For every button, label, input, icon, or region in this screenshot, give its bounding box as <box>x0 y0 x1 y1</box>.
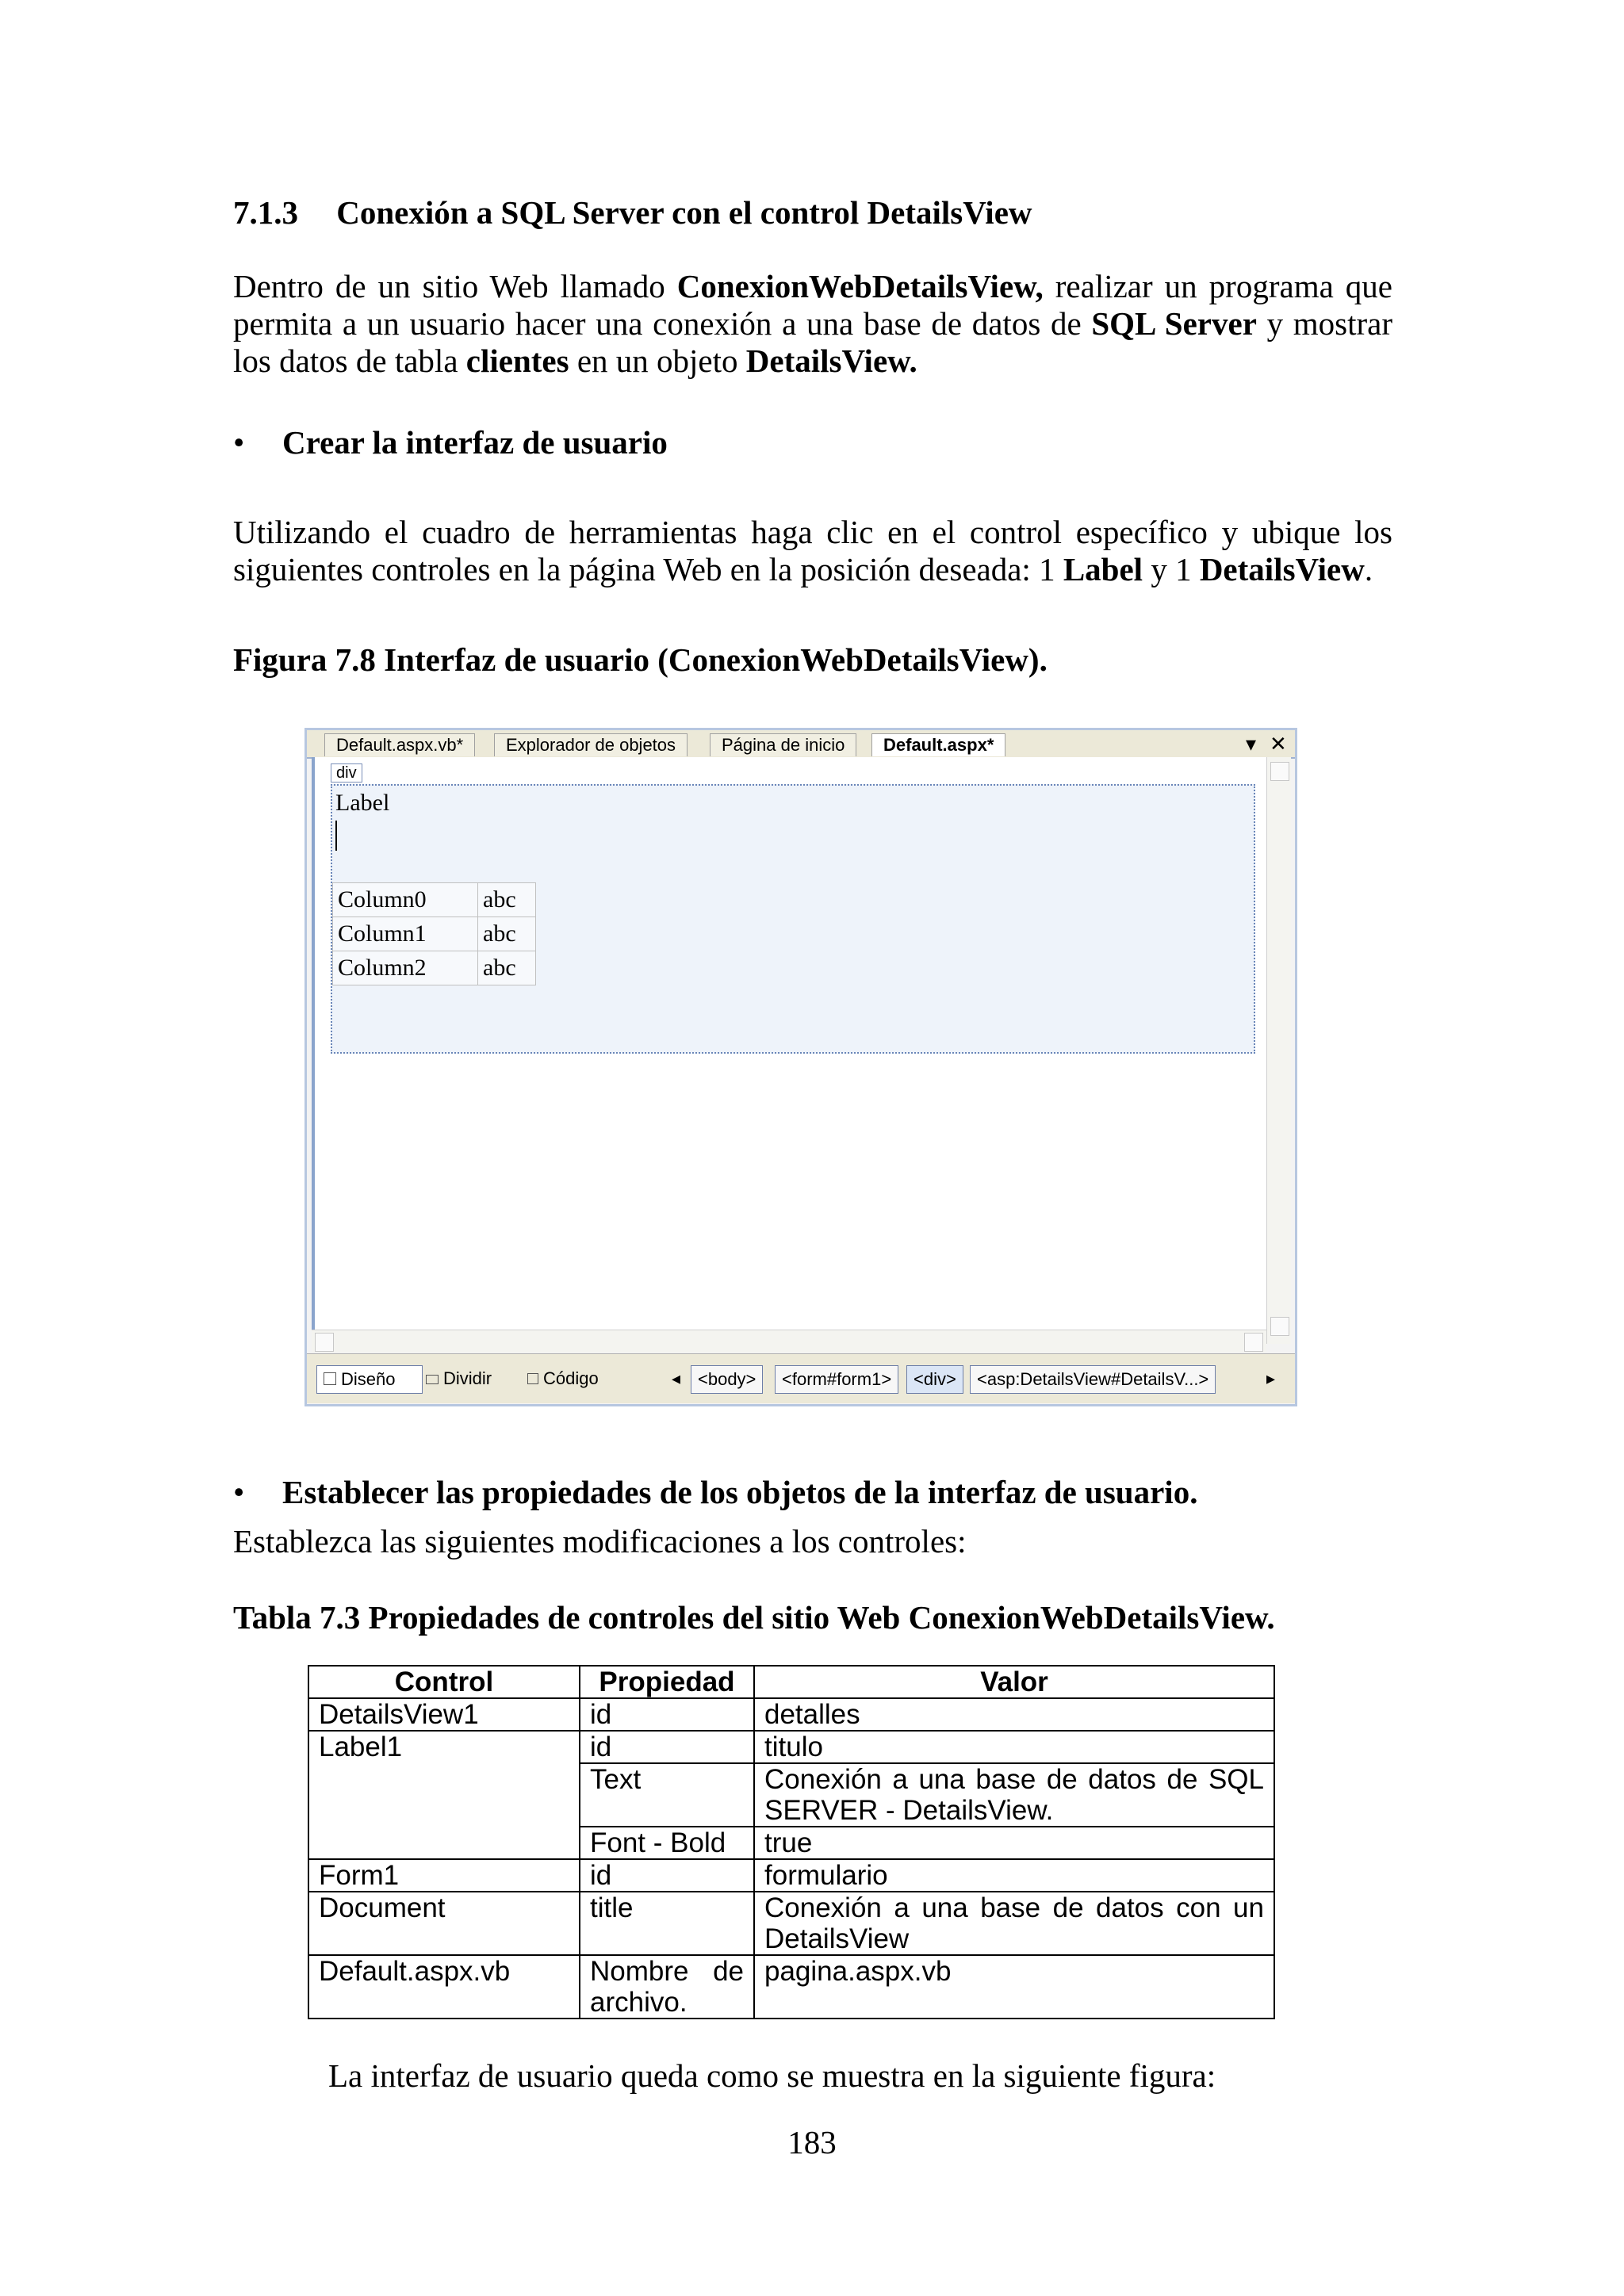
detailsview-field: Column0 <box>333 883 478 917</box>
tab-default-aspx[interactable]: Default.aspx* <box>871 733 1005 756</box>
detailsview-row <box>333 917 536 951</box>
div-container[interactable] <box>331 784 1255 1054</box>
modifications-paragraph: Establezca las siguientes modificaciones a los controles: <box>233 1523 967 1559</box>
detailsview-control[interactable] <box>332 882 536 985</box>
section-title: Conexión a SQL Server con el control DetailsView <box>336 194 1032 231</box>
intro-line-2: permita a un usuario hacer una conexión a una base de datos de SQL Server y mostrar <box>233 305 1393 342</box>
tab-pagina-inicio[interactable]: Página de inicio <box>710 733 856 756</box>
scroll-up-icon[interactable] <box>1270 762 1289 781</box>
chevron-down-icon[interactable]: ▾ <box>1246 732 1257 756</box>
detailsview-row <box>333 951 536 985</box>
table-row <box>308 1955 1274 2019</box>
breadcrumb-body[interactable]: <body> <box>691 1365 763 1394</box>
tab-default-aspx-vb[interactable]: Default.aspx.vb* <box>324 733 475 756</box>
column-header-control: Control <box>308 1666 580 1698</box>
vertical-scrollbar[interactable] <box>1266 757 1291 1344</box>
bullet-icon: • <box>233 424 245 461</box>
design-icon <box>324 1372 336 1385</box>
cell-property: Text <box>580 1763 754 1827</box>
column-header-propiedad: Propiedad <box>580 1666 754 1698</box>
detailsview-value: abc <box>478 883 536 917</box>
table-row <box>308 1731 1274 1763</box>
column-header-valor: Valor <box>754 1666 1274 1698</box>
detailsview-field: Column1 <box>333 917 478 951</box>
view-status-bar <box>307 1353 1295 1403</box>
properties-table <box>308 1665 1275 2019</box>
cell-control: Form1 <box>308 1859 580 1892</box>
split-icon <box>426 1375 439 1384</box>
tab-explorador-objetos[interactable]: Explorador de objetos <box>494 733 688 756</box>
detailsview-value: abc <box>478 917 536 951</box>
intro-line-1: Dentro de un sitio Web llamado ConexionWebDetailsView, realizar un programa que <box>233 268 1392 304</box>
scroll-right-icon[interactable] <box>1244 1333 1263 1352</box>
bullet-item-1 <box>233 423 668 461</box>
breadcrumb-div[interactable]: <div> <box>906 1365 963 1394</box>
cell-property: Font - Bold <box>580 1827 754 1859</box>
design-surface[interactable] <box>312 757 1270 1330</box>
split-view-button[interactable]: Dividir <box>419 1365 498 1392</box>
text-caret <box>335 821 337 851</box>
controls-paragraph <box>233 514 1392 588</box>
cell-control: DetailsView1 <box>308 1698 580 1731</box>
cell-property: Nombre de archivo. <box>580 1955 754 2019</box>
closing-sentence: La interfaz de usuario queda como se muestra en la siguiente figura: <box>328 2057 1216 2094</box>
breadcrumb-form[interactable]: <form#form1> <box>775 1365 898 1394</box>
table-row <box>308 1859 1274 1892</box>
bullet-item-2 <box>233 1473 1197 1511</box>
cell-property: id <box>580 1731 754 1763</box>
section-number: 7.1.3 <box>233 194 298 231</box>
controls-line-1: Utilizando el cuadro de herramientas haga clic en el control específico y ubique los <box>233 514 1392 550</box>
code-view-button[interactable]: Código <box>521 1365 605 1392</box>
close-icon[interactable]: ✕ <box>1270 732 1287 756</box>
table-header-row <box>308 1666 1274 1698</box>
ide-screenshot <box>304 728 1297 1406</box>
cell-property: title <box>580 1892 754 1955</box>
detailsview-value: abc <box>478 951 536 985</box>
detailsview-field: Column2 <box>333 951 478 985</box>
page-number: 183 <box>787 2124 837 2160</box>
controls-line-2: siguientes controles en la página Web en la posición deseada: 1 Label y 1 DetailsView. <box>233 551 1373 587</box>
breadcrumb-forward-icon[interactable]: ▸ <box>1266 1368 1276 1388</box>
cell-property: id <box>580 1859 754 1892</box>
cell-value: formulario <box>754 1859 1274 1892</box>
table-caption: Tabla 7.3 Propiedades de controles del sitio Web ConexionWebDetailsView. <box>233 1599 1275 1636</box>
intro-line-3: los datos de tabla clientes en un objeto DetailsView. <box>233 342 917 379</box>
div-tag-badge: div <box>331 763 362 783</box>
cell-value: Conexión a una base de datos de SQL SERVER - DetailsView. <box>754 1763 1274 1827</box>
horizontal-scrollbar[interactable] <box>312 1330 1266 1353</box>
cell-control: Default.aspx.vb <box>308 1955 580 2019</box>
cell-value: Conexión a una base de datos con un DetailsView <box>754 1892 1274 1955</box>
detailsview-row <box>333 883 536 917</box>
breadcrumb-back-icon[interactable]: ◂ <box>672 1368 681 1388</box>
cell-control: Label1 <box>308 1731 580 1859</box>
section-heading <box>233 193 1032 232</box>
intro-paragraph <box>233 268 1392 380</box>
breadcrumb-detailsview[interactable]: <asp:DetailsView#DetailsV...> <box>970 1365 1216 1394</box>
table-row <box>308 1698 1274 1731</box>
cell-property: id <box>580 1698 754 1731</box>
design-view-button[interactable]: Diseño <box>316 1365 423 1394</box>
cell-value: titulo <box>754 1731 1274 1763</box>
label-control[interactable]: Label <box>335 790 390 816</box>
bullet-icon: • <box>233 1474 245 1510</box>
bullet-1-text: Crear la interfaz de usuario <box>282 424 668 461</box>
cell-value: detalles <box>754 1698 1274 1731</box>
scroll-down-icon[interactable] <box>1270 1317 1289 1336</box>
cell-control: Document <box>308 1892 580 1955</box>
document-tab-bar <box>307 730 1295 759</box>
code-icon <box>527 1373 538 1384</box>
scroll-left-icon[interactable] <box>315 1333 334 1352</box>
cell-value: true <box>754 1827 1274 1859</box>
cell-value: pagina.aspx.vb <box>754 1955 1274 2019</box>
figure-caption: Figura 7.8 Interfaz de usuario (ConexionWebDetailsView). <box>233 641 1048 678</box>
bullet-2-text: Establecer las propiedades de los objetos de la interfaz de usuario. <box>282 1474 1198 1510</box>
table-row <box>308 1892 1274 1955</box>
